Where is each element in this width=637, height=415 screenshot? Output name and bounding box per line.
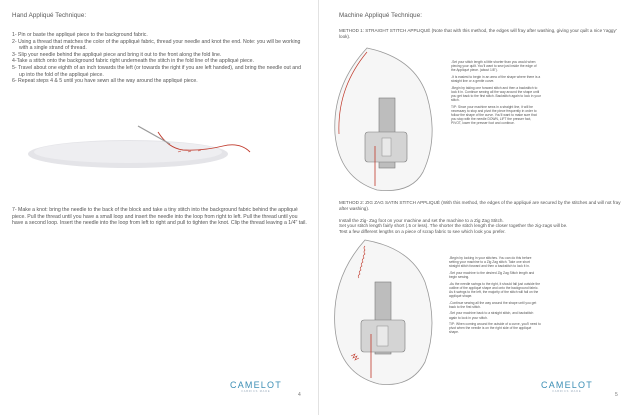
hand-applique-steps [12,32,308,85]
note-item: -It is easiest to begin in an area of the shape where there is a straight line or a gentle curve. [451,74,541,83]
needle-opening [377,326,388,346]
step-7-knot: 7- Make a knot: bring the needle to the back of the block and take a tiny stitch into the background fabric behind the appliqué piece. Pull the thread until you have a small loop and insert the needle into the loop from right to left. Pull the thread until you have a second loop. Insert the needle into the loop from left to right and pull to tighten the knot. Clip the thread leaving a 1/4" tail. [12,207,307,227]
method-1-notes [451,60,541,128]
applique-fabric-highlight [34,141,222,163]
note-item: TIP: Since your machine sews in a straight line, it will be necessary to stop and pivot the piece frequently in order to follow the shape of the curve. You'll want to make sure that you stop with the needle DOWN, LIFT the presser foot, PIVOT, lower the presser foot and continue. [451,104,537,125]
method-1-title: METHOD 1: STRAIGHT STITCH APPLIQUÉ (Note that with this method, the edges will fray after washing, giving your quilt a nice 'raggy' look). [339,28,617,39]
needle-opening [382,138,391,156]
method-2-notes [449,256,541,337]
note-item: TIP: When coming around the outside of a curve, you'll need to pivot when the needle is on the right side of the appliqué shape. [449,322,541,335]
left-page [0,0,318,415]
machine-applique-title: Machine Appliqué Technique: [339,12,423,19]
note-item: -Begin by locking in your stitches. You can do this before setting your machine to a Zig Zag stitch. Take one short straight stitch forward and then a backstitch to lock it in. [449,256,532,269]
right-page [319,0,637,415]
step-item: 1- Pin or baste the appliqué piece to the background fabric. [12,32,148,38]
logo-tagline: FABRICS MADE [241,390,271,393]
step-item: 2- Using a thread that matches the color of the appliqué fabric, thread your needle and knot the end. Note: you will be working with a single strand of thread. [12,38,301,52]
step-item: 5- Travel about one eighth of an inch towards the left (or towards the right if you are left handed), and bring the needle out and up into the fold of the appliqué piece. [12,64,301,78]
camelot-logo [230,380,282,393]
method-2-title: METHOD 2: ZIG ZAG SATIN STITCH APPLIQUÉ (With this method, the edges of the appliqué are secured by the stitches and will not fray after washing). [339,200,621,211]
logo-tagline: FABRICS MADE [552,390,582,393]
zigzag-stitch-illustration [327,238,445,388]
step-item: 6- Repeat steps 4 & 5 until you have sewn all the way around the appliqué piece. [12,78,198,85]
note-item: -Begin by taking one forward stitch and then a backstitch to lock it in. Continue sewing all the way around the shape until you get back to the first stitch. Backstitch again to lock in your stitch. [451,85,541,102]
note-item: -As the needle swings to the right, it should fall just outside the outline of the appliqué shape and onto the background fabric. As it swings to the left, the majority of the stitch will fall on the appliqué shape. [449,281,541,298]
note-item: -Continue sewing all the way around the shape until you get back to the first stitch. [449,300,537,309]
logo-name: CAMELOT [230,380,282,390]
page-number: 5 [615,392,618,398]
step-item: 3- Slip your needle behind the appliqué piece and bring it out to the front along the fold line. [12,51,222,58]
logo-name: CAMELOT [541,380,593,390]
camelot-logo [541,380,593,393]
hand-stitch-illustration [18,118,268,180]
install-line: Set your stitch length fairly short (.5 or less). The shorter the stitch length the closer together the zig-zags will be. [339,223,568,229]
install-line: Install the Zig- Zag foot on your machine and set the machine to a Zig Zag Stitch. [339,218,504,223]
zigzag-install-text [339,218,629,234]
straight-stitch-illustration [327,46,447,194]
note-item: -Set your machine back to a straight stitch, and backstitch again to lock in your stitch. [449,311,534,320]
page-number: 4 [298,392,301,398]
hand-applique-title: Hand Appliqué Technique: [12,12,87,19]
note-item: -Set your stitch length a little shorter than you would when piecing your quilt. You'll want to sew just inside the edge of the Appliqué piece. (about 1/8"). [451,60,537,73]
install-line: Test a few different lengths on a piece of scrap fabric to see which look you prefer. [339,228,506,234]
note-item: -Set your machine to the desired Zig Zag Stitch length and begin sewing. [449,270,535,279]
step-item: 4-Take a stitch onto the background fabric right underneath the stitch in the fold line of the appliqué piece. [12,58,254,65]
